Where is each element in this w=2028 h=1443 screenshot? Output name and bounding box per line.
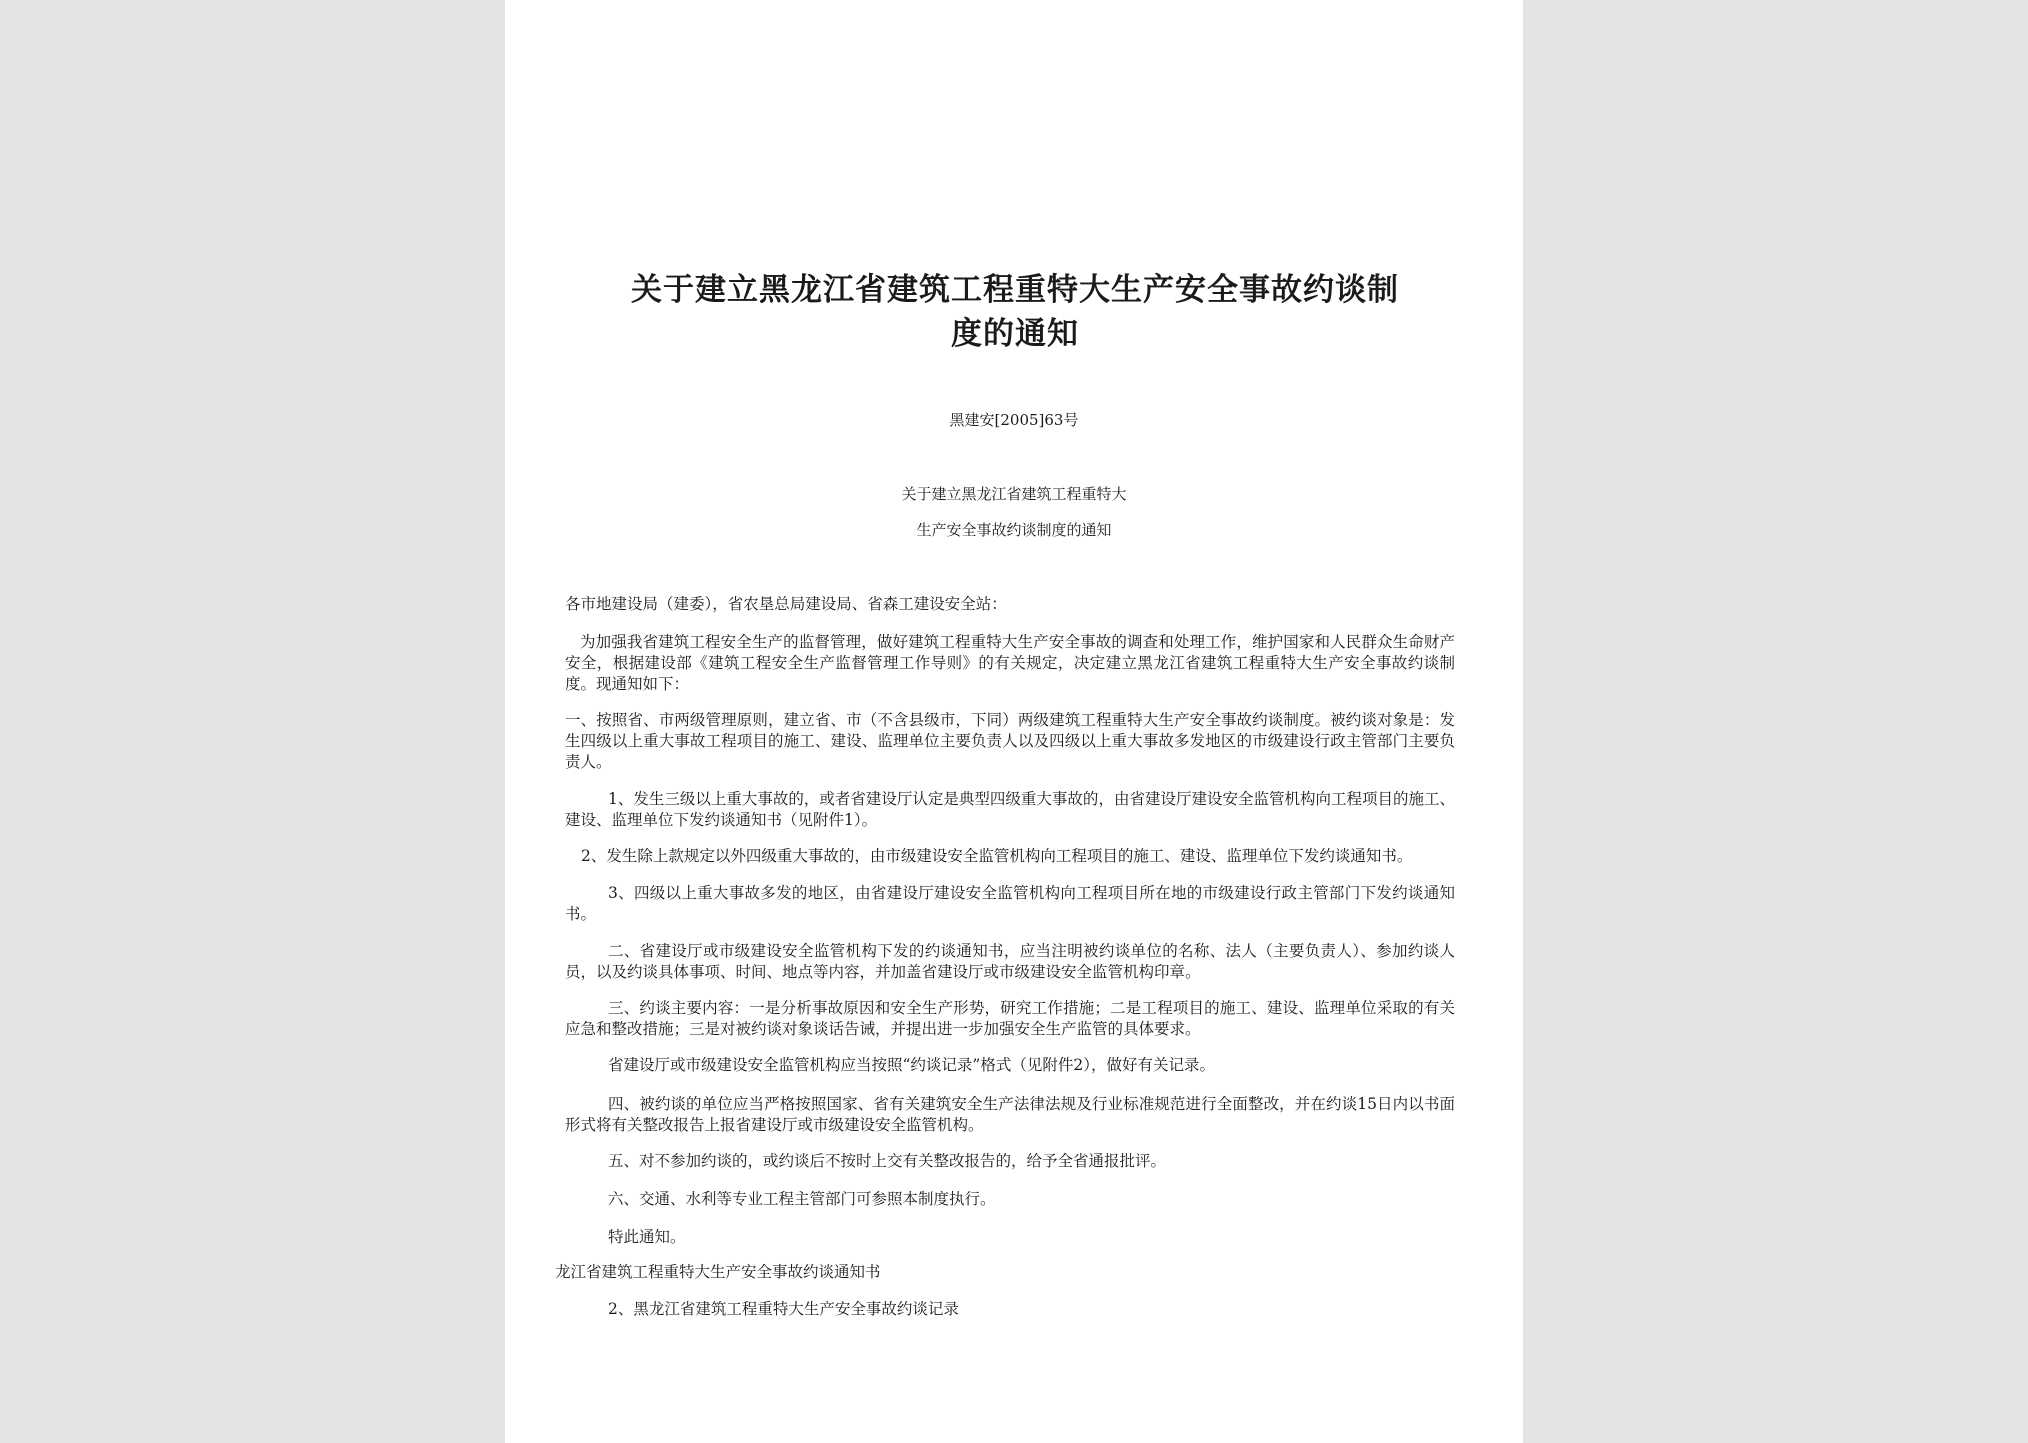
attachment-2: 2、黑龙江省建筑工程重特大生产安全事故约谈记录 bbox=[608, 1300, 959, 1318]
document-number: 黑建安[2005]63号 bbox=[949, 411, 1079, 429]
section-3-paragraph: 三、约谈主要内容：一是分析事故原因和安全生产形势，研究工作措施；二是工程项目的施工、建设、监理单位采取的有关应急和整改措施；三是对被约谈对象谈话告诫，并提出进一步加强安全生产监管的具体要求。 bbox=[565, 999, 1455, 1038]
closing-line: 特此通知。 bbox=[608, 1228, 686, 1246]
item-3-paragraph: 3、四级以上重大事故多发的地区，由省建设厅建设安全监管机构向工程项目所在地的市级建设行政主管部门下发约谈通知书。 bbox=[565, 884, 1455, 923]
title-line-1: 关于建立黑龙江省建筑工程重特大生产安全事故约谈制 bbox=[631, 272, 1399, 308]
subtitle-line-1: 关于建立黑龙江省建筑工程重特大 bbox=[901, 485, 1127, 503]
title-line-2: 度的通知 bbox=[951, 316, 1079, 352]
section-5-paragraph: 五、对不参加约谈的，或约谈后不按时上交有关整改报告的，给予全省通报批评。 bbox=[608, 1152, 1167, 1170]
subtitle-line-2: 生产安全事故约谈制度的通知 bbox=[916, 521, 1112, 539]
section-1-paragraph: 一、按照省、市两级管理原则，建立省、市（不含县级市，下同）两级建筑工程重特大生产安全事故约谈制度。被约谈对象是：发生四级以上重大事故工程项目的施工、建设、监理单位主要负责人以及四级以上重大事故多发地区的市级建设行政主管部门主要负责人。 bbox=[565, 711, 1455, 771]
section-2-paragraph: 二、省建设厅或市级建设安全监管机构下发的约谈通知书，应当注明被约谈单位的名称、法人（主要负责人）、参加约谈人员，以及约谈具体事项、时间、地点等内容，并加盖省建设厅或市级建设安全监管机构印章。 bbox=[565, 942, 1455, 981]
section-3-note: 省建设厅或市级建设安全监管机构应当按照“约谈记录”格式（见附件2），做好有关记录。 bbox=[608, 1056, 1215, 1074]
document-title bbox=[565, 268, 1465, 356]
item-1-paragraph: 1、发生三级以上重大事故的，或者省建设厅认定是典型四级重大事故的，由省建设厅建设安全监管机构向工程项目的施工、建设、监理单位下发约谈通知书（见附件1）。 bbox=[565, 790, 1455, 829]
section-4-paragraph: 四、被约谈的单位应当严格按照国家、省有关建筑安全生产法律法规及行业标准规范进行全面整改，并在约谈15日内以书面形式将有关整改报告上报省建设厅或市级建设安全监管机构。 bbox=[565, 1095, 1455, 1134]
addressee: 各市地建设局（建委），省农垦总局建设局、省森工建设安全站： bbox=[565, 595, 1007, 613]
document-page bbox=[505, 0, 1523, 1443]
intro-paragraph: 为加强我省建筑工程安全生产的监督管理，做好建筑工程重特大生产安全事故的调查和处理工作，维护国家和人民群众生命财产安全，根据建设部《建筑工程安全生产监督管理工作导则》的有关规定，决定建立黑龙江省建筑工程重特大生产安全事故约谈制度。现通知如下： bbox=[565, 633, 1455, 693]
attachment-1: 龙江省建筑工程重特大生产安全事故约谈通知书 bbox=[555, 1263, 881, 1281]
section-6-paragraph: 六、交通、水利等专业工程主管部门可参照本制度执行。 bbox=[608, 1190, 996, 1208]
item-2-paragraph: 2、发生除上款规定以外四级重大事故的，由市级建设安全监管机构向工程项目的施工、建设、监理单位下发约谈通知书。 bbox=[581, 847, 1413, 865]
